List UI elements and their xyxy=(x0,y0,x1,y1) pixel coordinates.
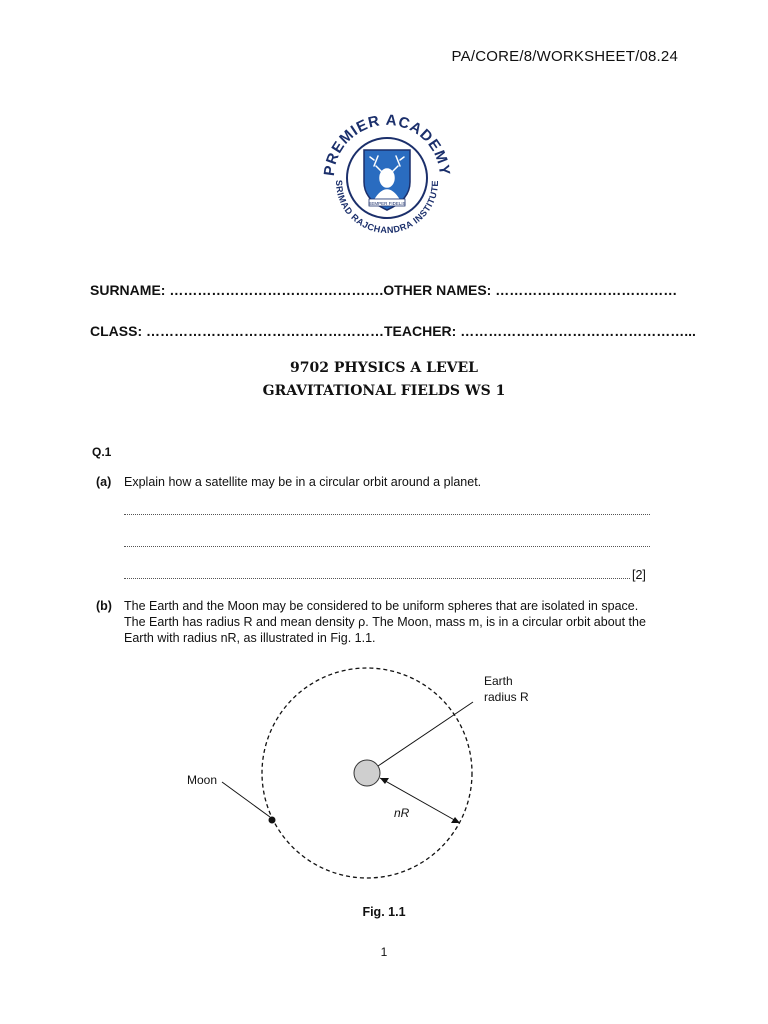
figure-caption: Fig. 1.1 xyxy=(362,905,406,919)
part-b-label: (b) xyxy=(96,599,112,613)
worksheet-title: GRAVITATIONAL FIELDS WS 1 xyxy=(262,383,506,399)
premier-academy-logo xyxy=(312,100,462,250)
orbit-diagram xyxy=(170,660,590,895)
marks-label: [2] xyxy=(632,568,646,582)
svg-text:SEMPER FIDELIS: SEMPER FIDELIS xyxy=(368,201,406,206)
svg-text:SRIMAD RAJCHANDRA INSTITUTE: SRIMAD RAJCHANDRA INSTITUTE xyxy=(333,179,441,236)
page-number: 1 xyxy=(380,945,388,959)
moon-label: Moon xyxy=(187,773,218,787)
earth-circle xyxy=(354,760,380,786)
question-number: Q.1 xyxy=(92,445,112,459)
part-a xyxy=(96,474,656,494)
orbit-radius-label: nR xyxy=(394,806,410,820)
svg-text:PREMIER ACADEMY: PREMIER ACADEMY xyxy=(320,111,454,177)
answer-line[interactable] xyxy=(124,578,630,579)
orbit-radius-arrow xyxy=(380,778,458,822)
part-b xyxy=(96,598,656,648)
answer-line[interactable] xyxy=(124,514,650,515)
part-a-question: Explain how a satellite may be in a circular orbit around a planet. xyxy=(124,475,482,489)
earth-label: Earth xyxy=(484,674,513,688)
part-b-question: The Earth and the Moon may be considered to be uniform spheres that are isolated in space. The Earth has radius R and mean density ρ. The Moon, mass m, is in a circular orbit about the Earth with radius nR, as illustrated in Fig. 1.1. xyxy=(124,599,646,645)
course-title: 9702 PHYSICS A LEVEL xyxy=(289,360,478,376)
surname-other-names-field[interactable]: SURNAME: ……………………………………….OTHER NAMES: ………………………………… xyxy=(90,282,678,298)
moon-point xyxy=(269,817,276,824)
arrowhead xyxy=(451,817,460,823)
document-reference: PA/CORE/8/WORKSHEET/08.24 xyxy=(451,48,678,65)
part-a-label: (a) xyxy=(96,475,112,489)
answer-line[interactable] xyxy=(124,546,650,547)
arrowhead xyxy=(380,778,389,784)
earth-radius-line xyxy=(378,702,473,766)
class-teacher-field[interactable]: CLASS: ……………………………………………TEACHER: …………………………………………... xyxy=(90,323,696,339)
earth-radius-label: radius R xyxy=(484,690,529,704)
